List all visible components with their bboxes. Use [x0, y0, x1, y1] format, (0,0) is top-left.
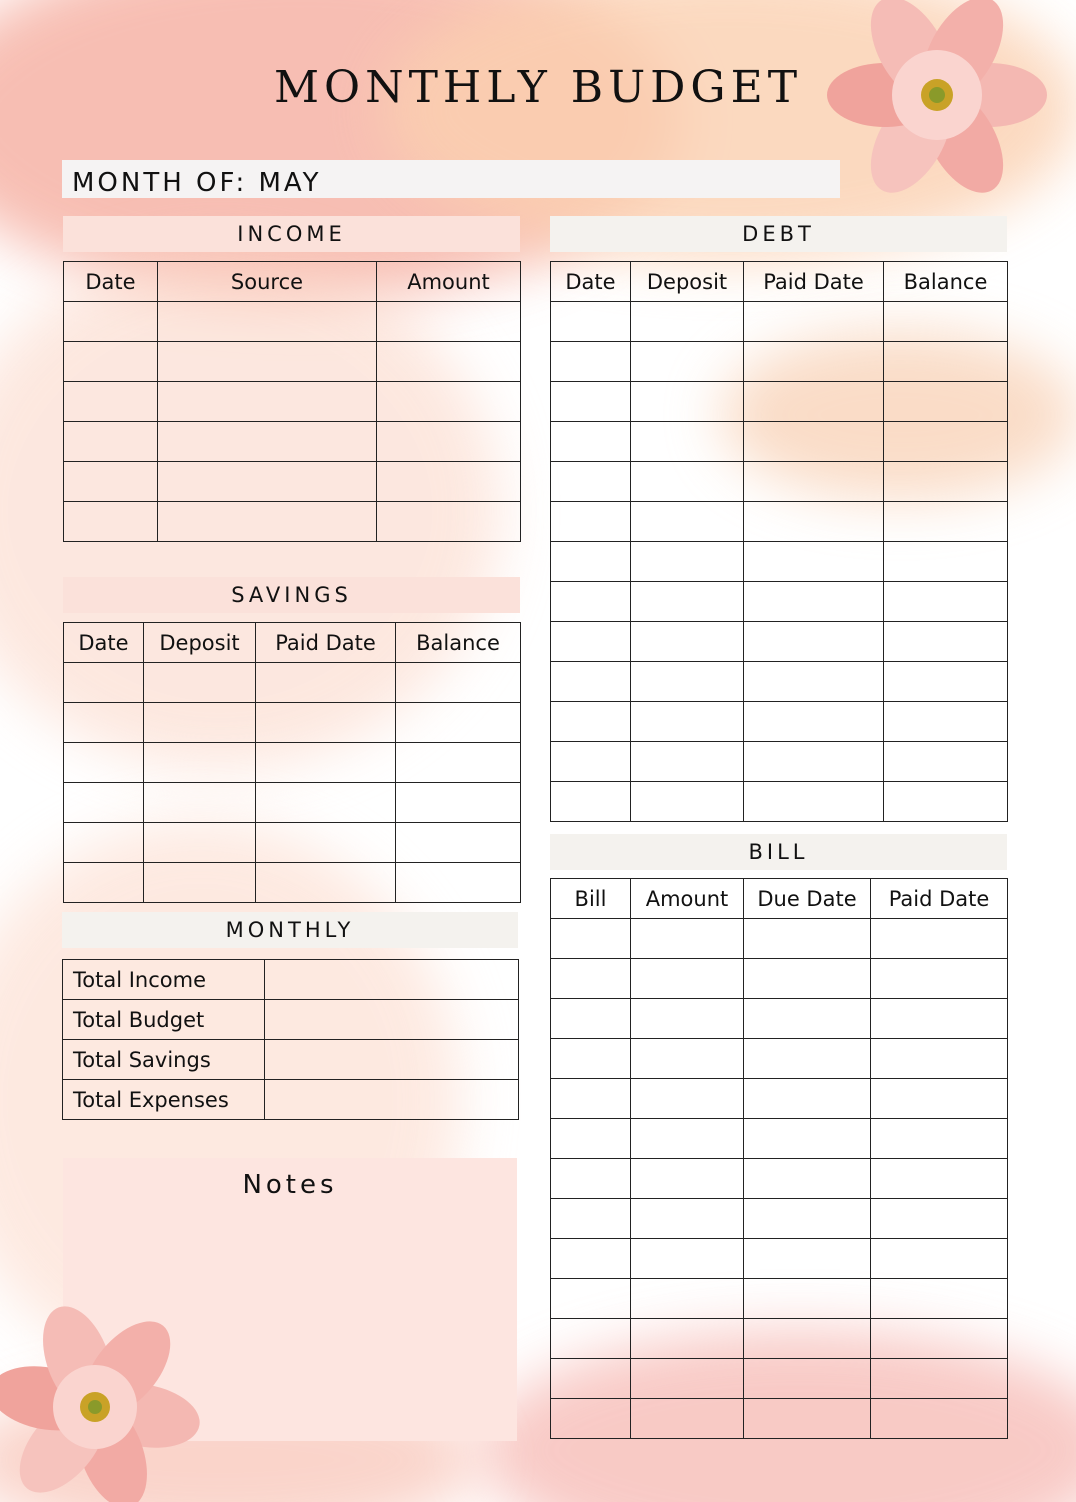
table-cell[interactable] — [871, 1039, 1008, 1079]
savings-col-date: Date — [64, 623, 144, 663]
table-cell[interactable] — [744, 1399, 871, 1439]
table-row — [64, 743, 521, 783]
month-of-field[interactable]: MONTH OF: MAY — [62, 160, 840, 198]
table-row — [551, 959, 1008, 999]
table-cell[interactable] — [744, 462, 884, 502]
table-row — [551, 382, 1008, 422]
savings-heading: SAVINGS — [63, 577, 520, 613]
table-cell[interactable] — [744, 342, 884, 382]
table-cell[interactable] — [744, 1279, 871, 1319]
table-cell[interactable] — [551, 782, 631, 822]
table-cell[interactable] — [744, 382, 884, 422]
table-cell[interactable] — [256, 823, 396, 863]
table-cell[interactable] — [884, 502, 1008, 542]
table-cell[interactable] — [744, 1159, 871, 1199]
table-row — [551, 1239, 1008, 1279]
table-cell[interactable] — [64, 823, 144, 863]
table-cell[interactable] — [551, 959, 631, 999]
debt-col-date: Date — [551, 262, 631, 302]
table-cell[interactable] — [551, 1399, 631, 1439]
table-cell[interactable] — [396, 703, 521, 743]
table-cell[interactable] — [744, 502, 884, 542]
table-cell[interactable] — [551, 1239, 631, 1279]
table-cell[interactable] — [884, 302, 1008, 342]
table-cell[interactable] — [744, 662, 884, 702]
table-row — [551, 702, 1008, 742]
table-cell[interactable] — [64, 462, 158, 502]
table-cell[interactable] — [551, 422, 631, 462]
table-cell[interactable] — [884, 582, 1008, 622]
table-cell[interactable] — [744, 622, 884, 662]
table-cell[interactable] — [256, 663, 396, 703]
table-row — [551, 622, 1008, 662]
table-cell[interactable] — [631, 702, 744, 742]
table-cell[interactable] — [551, 502, 631, 542]
table-cell[interactable] — [551, 1119, 631, 1159]
table-cell[interactable] — [631, 622, 744, 662]
table-cell[interactable] — [631, 342, 744, 382]
table-cell[interactable] — [631, 302, 744, 342]
table-cell[interactable] — [377, 502, 521, 542]
table-cell[interactable] — [744, 919, 871, 959]
table-cell[interactable] — [744, 1119, 871, 1159]
debt-heading: DEBT — [550, 216, 1007, 252]
table-cell[interactable] — [144, 863, 256, 903]
bill-col-bill: Bill — [551, 879, 631, 919]
table-cell[interactable] — [551, 1039, 631, 1079]
table-cell[interactable] — [871, 959, 1008, 999]
savings-table — [63, 622, 521, 903]
table-cell[interactable] — [744, 1359, 871, 1399]
table-cell[interactable] — [631, 1039, 744, 1079]
table-cell[interactable] — [631, 422, 744, 462]
table-cell[interactable] — [551, 382, 631, 422]
table-cell[interactable] — [256, 703, 396, 743]
table-cell[interactable] — [158, 302, 377, 342]
table-cell[interactable] — [744, 1079, 871, 1119]
table-row — [64, 502, 521, 542]
table-cell[interactable] — [631, 1399, 744, 1439]
table-cell[interactable] — [744, 782, 884, 822]
income-heading: INCOME — [63, 216, 520, 252]
table-cell[interactable] — [884, 422, 1008, 462]
table-row — [551, 1199, 1008, 1239]
bill-table — [550, 878, 1008, 1439]
table-row — [551, 999, 1008, 1039]
table-cell[interactable] — [631, 382, 744, 422]
bill-col-amount: Amount — [631, 879, 744, 919]
table-cell[interactable] — [744, 422, 884, 462]
table-cell[interactable] — [551, 1159, 631, 1199]
table-row — [551, 1079, 1008, 1119]
table-cell[interactable] — [158, 462, 377, 502]
table-cell[interactable] — [551, 742, 631, 782]
table-cell[interactable] — [551, 919, 631, 959]
table-cell[interactable] — [871, 999, 1008, 1039]
table-row — [64, 342, 521, 382]
table-cell[interactable] — [396, 743, 521, 783]
table-row — [64, 703, 521, 743]
table-cell[interactable] — [631, 999, 744, 1039]
table-cell[interactable] — [631, 1119, 744, 1159]
table-cell[interactable] — [64, 863, 144, 903]
table-cell[interactable] — [871, 1199, 1008, 1239]
income-table — [63, 261, 521, 542]
table-cell[interactable] — [631, 1079, 744, 1119]
table-cell[interactable] — [377, 342, 521, 382]
table-cell[interactable] — [551, 1359, 631, 1399]
total-expenses-label: Total Expenses — [63, 1080, 265, 1120]
table-cell[interactable] — [631, 462, 744, 502]
table-cell[interactable] — [64, 743, 144, 783]
table-cell[interactable] — [377, 302, 521, 342]
table-cell[interactable] — [871, 1359, 1008, 1399]
table-cell[interactable] — [551, 1079, 631, 1119]
table-cell[interactable] — [631, 782, 744, 822]
debt-col-balance: Balance — [884, 262, 1008, 302]
table-cell[interactable] — [551, 999, 631, 1039]
table-cell[interactable] — [64, 342, 158, 382]
table-cell[interactable] — [631, 662, 744, 702]
total-income-value[interactable] — [265, 960, 519, 1000]
table-row — [551, 1319, 1008, 1359]
table-cell[interactable] — [631, 502, 744, 542]
table-cell[interactable] — [744, 1239, 871, 1279]
table-row — [551, 542, 1008, 582]
table-row — [551, 462, 1008, 502]
table-row — [64, 302, 521, 342]
monthly-heading: MONTHLY — [62, 912, 518, 948]
table-cell[interactable] — [744, 742, 884, 782]
table-cell[interactable] — [871, 1279, 1008, 1319]
table-cell[interactable] — [871, 1399, 1008, 1439]
table-cell[interactable] — [256, 743, 396, 783]
table-cell[interactable] — [744, 542, 884, 582]
table-cell[interactable] — [158, 502, 377, 542]
bill-heading: BILL — [550, 834, 1007, 870]
table-cell[interactable] — [744, 959, 871, 999]
savings-col-balance: Balance — [396, 623, 521, 663]
table-cell[interactable] — [631, 582, 744, 622]
table-cell[interactable] — [871, 1119, 1008, 1159]
table-cell[interactable] — [631, 959, 744, 999]
table-row — [64, 823, 521, 863]
table-cell[interactable] — [631, 1359, 744, 1399]
table-cell[interactable] — [744, 702, 884, 742]
table-row — [551, 662, 1008, 702]
table-cell[interactable] — [744, 302, 884, 342]
table-cell[interactable] — [631, 1159, 744, 1199]
table-cell[interactable] — [551, 462, 631, 502]
table-cell[interactable] — [884, 542, 1008, 582]
table-cell[interactable] — [744, 1319, 871, 1359]
table-row — [551, 1399, 1008, 1439]
table-cell[interactable] — [377, 382, 521, 422]
table-cell[interactable] — [631, 742, 744, 782]
table-cell[interactable] — [871, 919, 1008, 959]
table-cell[interactable] — [551, 662, 631, 702]
table-row — [64, 783, 521, 823]
table-row — [64, 663, 521, 703]
table-cell[interactable] — [396, 863, 521, 903]
table-row — [551, 742, 1008, 782]
table-cell[interactable] — [551, 302, 631, 342]
table-cell[interactable] — [744, 1039, 871, 1079]
table-row — [551, 582, 1008, 622]
table-cell[interactable] — [144, 703, 256, 743]
table-cell[interactable] — [551, 622, 631, 662]
table-row — [551, 1039, 1008, 1079]
table-cell[interactable] — [884, 462, 1008, 502]
table-cell[interactable] — [396, 663, 521, 703]
table-cell[interactable] — [158, 422, 377, 462]
table-cell[interactable] — [631, 1199, 744, 1239]
table-cell[interactable] — [64, 382, 158, 422]
table-cell[interactable] — [744, 582, 884, 622]
table-cell[interactable] — [744, 999, 871, 1039]
table-row — [551, 1119, 1008, 1159]
table-cell[interactable] — [551, 582, 631, 622]
table-cell[interactable] — [884, 382, 1008, 422]
bill-col-paid-date: Paid Date — [871, 879, 1008, 919]
table-cell[interactable] — [871, 1079, 1008, 1119]
total-expenses-value[interactable] — [265, 1080, 519, 1120]
total-income-label: Total Income — [63, 960, 265, 1000]
table-cell[interactable] — [64, 302, 158, 342]
table-cell[interactable] — [64, 783, 144, 823]
table-cell[interactable] — [377, 422, 521, 462]
table-row — [551, 1159, 1008, 1199]
table-row — [551, 1279, 1008, 1319]
table-cell[interactable] — [256, 863, 396, 903]
bill-col-due-date: Due Date — [744, 879, 871, 919]
table-cell[interactable] — [158, 342, 377, 382]
table-cell[interactable] — [884, 622, 1008, 662]
table-row — [551, 502, 1008, 542]
total-savings-label: Total Savings — [63, 1040, 265, 1080]
table-cell[interactable] — [396, 783, 521, 823]
table-row — [64, 863, 521, 903]
table-cell[interactable] — [631, 1319, 744, 1359]
page-title: MONTHLY BUDGET — [273, 62, 803, 113]
table-cell[interactable] — [631, 919, 744, 959]
debt-col-paid-date: Paid Date — [744, 262, 884, 302]
table-row — [64, 422, 521, 462]
total-savings-value[interactable] — [265, 1040, 519, 1080]
table-cell[interactable] — [144, 783, 256, 823]
table-cell[interactable] — [144, 663, 256, 703]
table-cell[interactable] — [871, 1319, 1008, 1359]
savings-col-deposit: Deposit — [144, 623, 256, 663]
total-budget-value[interactable] — [265, 1000, 519, 1040]
debt-col-deposit: Deposit — [631, 262, 744, 302]
table-row — [64, 462, 521, 502]
table-cell[interactable] — [64, 663, 144, 703]
table-cell[interactable] — [871, 1239, 1008, 1279]
table-cell[interactable] — [884, 742, 1008, 782]
table-cell[interactable] — [64, 703, 144, 743]
table-cell[interactable] — [144, 743, 256, 783]
table-row — [551, 342, 1008, 382]
flower-decoration-bottom-icon — [0, 1295, 230, 1502]
table-row — [551, 302, 1008, 342]
table-cell[interactable] — [884, 342, 1008, 382]
income-col-date: Date — [64, 262, 158, 302]
table-cell[interactable] — [884, 662, 1008, 702]
table-row — [551, 782, 1008, 822]
table-cell[interactable] — [551, 542, 631, 582]
table-cell[interactable] — [551, 1279, 631, 1319]
table-cell[interactable] — [64, 502, 158, 542]
table-cell[interactable] — [64, 422, 158, 462]
table-cell[interactable] — [631, 1279, 744, 1319]
table-cell[interactable] — [551, 1199, 631, 1239]
table-cell[interactable] — [744, 1199, 871, 1239]
table-cell[interactable] — [144, 823, 256, 863]
table-cell[interactable] — [631, 542, 744, 582]
table-row — [64, 382, 521, 422]
table-row — [551, 919, 1008, 959]
table-cell[interactable] — [377, 462, 521, 502]
table-cell[interactable] — [884, 702, 1008, 742]
notes-heading: Notes — [242, 1170, 338, 1200]
table-row — [551, 422, 1008, 462]
savings-col-paid-date: Paid Date — [256, 623, 396, 663]
flower-decoration-top-icon — [815, 0, 1065, 220]
table-cell[interactable] — [884, 782, 1008, 822]
income-col-amount: Amount — [377, 262, 521, 302]
table-cell[interactable] — [256, 783, 396, 823]
table-cell[interactable] — [158, 382, 377, 422]
table-cell[interactable] — [396, 823, 521, 863]
table-cell[interactable] — [871, 1159, 1008, 1199]
table-cell[interactable] — [551, 702, 631, 742]
monthly-summary-table — [62, 959, 519, 1120]
table-row — [551, 1359, 1008, 1399]
total-budget-label: Total Budget — [63, 1000, 265, 1040]
debt-table — [550, 261, 1008, 822]
table-cell[interactable] — [551, 342, 631, 382]
table-cell[interactable] — [631, 1239, 744, 1279]
table-cell[interactable] — [551, 1319, 631, 1359]
income-col-source: Source — [158, 262, 377, 302]
